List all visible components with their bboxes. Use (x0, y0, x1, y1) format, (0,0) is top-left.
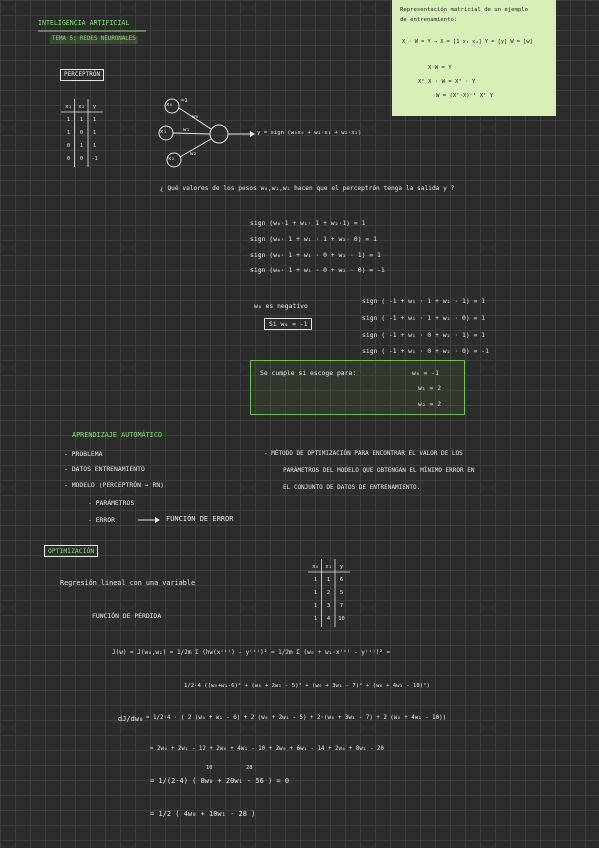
gradient-expanded: = 2w₀ + 2w₁ - 12 + 2w₀ + 4w₁ - 10 + 2w₀ + 6w₁ - 14 + 2w₀ + 8w₁ - 20 (150, 746, 384, 752)
x0-value-label: =1 (181, 98, 188, 104)
note-line-4: W = (Xᵀ·X)⁻¹ Xᵀ Y (436, 93, 494, 99)
table-cell: -1 (91, 155, 98, 162)
w0-negative-note: w₀ es negativo (254, 302, 308, 310)
table-cell: 1 (92, 129, 97, 136)
cost-function-expanded: 1/2·4 ((w₀+w₁-6)² + (w₀ + 2w₁ - 5)² + (w₀ + 3w₁ - 7)² + (w₀ + 4w₁ - 10)²) (184, 683, 430, 689)
table-cell: 6 (339, 576, 344, 583)
equation-4: sign (w₀· 1 + w₁ · 0 + w₂ · 0) = -1 (250, 266, 385, 274)
w0-choice-box: Si w₀ = -1 (264, 318, 312, 330)
equation-8: sign ( -1 + w₁ · 0 + w₂ · 0) = -1 (362, 347, 489, 355)
learning-title: APRENDIZAJE AUTOMÁTICO (72, 431, 163, 439)
table-cell: 0 (79, 155, 84, 162)
cost-function-formula: J(w) = J(w₀,w₁) = 1/2m Σ (hw(x⁽ⁱ⁾) - y⁽ⁱ⁾)² = 1/2m Σ (w₀ + w₁·x⁽ⁱ⁾ - y⁽ⁱ⁾)² = (112, 649, 391, 656)
learning-sub-item-2: - ERROR (88, 516, 115, 524)
table-cell: 1 (92, 116, 97, 123)
table-grid-lines (61, 99, 109, 171)
table-cell: 1 (313, 589, 318, 596)
learning-description-1: - MÉTODO DE OPTIMIZACIÓN PARA ENCONTRAR EL VALOR DE LOS (264, 450, 463, 457)
table-header: y (92, 103, 97, 110)
regression-label: Regresión lineal con una variable (60, 579, 196, 587)
table-header: x₂ (78, 103, 85, 110)
solution-text: Se cumple si escoge para: (260, 369, 357, 377)
gradient-lhs: dJ/dw₀ (118, 715, 144, 723)
topic-title: TEMA 5: REDES NEURONALES (52, 36, 136, 42)
table-cell: 4 (326, 615, 331, 622)
learning-sub-item-1: - PARÁMETROS (88, 499, 135, 507)
equation-1: sign (w₀·1 + w₁· 1 + w₂·1) = 1 (250, 219, 366, 227)
table-cell: 2 (326, 589, 331, 596)
perceptron-diagram (158, 96, 268, 176)
optimization-title: OPTIMIZACIÓN (44, 545, 98, 557)
matrix-note (392, 0, 556, 116)
loss-function-label: FUNCIÓN DE PÉRDIDA (92, 612, 162, 620)
node-x2: x₂ (168, 156, 175, 162)
note-title: Representación matricial de un ejemplo (400, 7, 528, 13)
table-cell: 1 (326, 576, 331, 583)
equation-2: sign (w₀· 1 + w₁ · 1 + w₂· 0) = 1 (250, 235, 377, 243)
table-header: y (339, 563, 344, 570)
table-header: x₁ (65, 103, 72, 110)
table-cell: 0 (79, 129, 84, 136)
arrow-icon (138, 517, 160, 523)
table-cell: 1 (79, 116, 84, 123)
table-header: x₀ (312, 563, 319, 570)
subject-title: INTELIGENCIA ARTIFICIAL (38, 19, 130, 27)
regression-table-lines (308, 559, 356, 631)
gradient-final: = 1/2 ( 4w₀ + 10w₁ - 28 ) (150, 810, 256, 818)
table-cell: 0 (66, 155, 71, 162)
solution-w2: w₂ = 2 (418, 400, 442, 408)
solution-w0: w₀ = -1 (412, 369, 439, 377)
table-cell: 7 (339, 602, 344, 609)
error-function-label: FUNCIÓN DE ERROR (166, 515, 234, 523)
table-cell: 3 (326, 602, 331, 609)
node-x0: x₀ (166, 102, 173, 108)
solution-w1: w₁ = 2 (418, 384, 442, 392)
table-cell: 1 (313, 615, 318, 622)
table-cell: 1 (66, 129, 71, 136)
table-cell: 1 (313, 576, 318, 583)
equation-6: sign ( -1 + w₁ · 1 + w₂ · 0) = 1 (362, 314, 486, 322)
learning-item-1: - PROBLEMA (64, 450, 103, 458)
table-cell: 1 (313, 602, 318, 609)
weight-w0: w₀ (192, 114, 199, 120)
table-cell: 10 (338, 615, 345, 622)
weight-w1: w₁ (183, 127, 190, 133)
subject-underline (38, 29, 148, 33)
weight-w2: w₂ (190, 151, 197, 157)
node-x1: x₁ (160, 129, 167, 135)
note-line-3: Xᵀ X · W = Xᵀ · Y (418, 79, 476, 85)
perceptron-title: PERCEPTRÓN (60, 69, 104, 81)
equation-5: sign ( -1 + w₁ · 1 + w₂ · 1) = 1 (362, 297, 486, 305)
gradient-expression: = 1/2·4 · ( 2 (w₀ + w₁ - 6) + 2 (w₀ + 2w₁ - 5) + 2·(w₀ + 3w₁ - 7) + 2 (w₀ + 4w₁ - 10)) (146, 715, 447, 721)
table-cell: 5 (339, 589, 344, 596)
output-formula: y = sign (w₀x₀ + w₁·x₁ + w₂·x₂) (257, 130, 362, 136)
table-cell: 1 (79, 142, 84, 149)
gradient-simplified: = 1/(2·4) ( 8w₀ + 20w₁ - 56 ) = 0 (150, 777, 290, 785)
table-cell: 1 (66, 116, 71, 123)
note-line-1: X · W = Y → X = [1 x₁ x₂] Y = [y] W = [w] (402, 39, 533, 45)
note-line-2: X·W = Y (428, 65, 452, 71)
table-cell: 1 (92, 142, 97, 149)
learning-item-2: - DATOS ENTRENAMIENTO (64, 465, 145, 473)
note-title-2: de entrenamiento: (400, 17, 458, 23)
table-header: x₁ (325, 563, 332, 570)
equation-3: sign (w₀· 1 + w₁ · 0 + w₂ · 1) = 1 (250, 251, 381, 259)
overlay-number-28: 28 (246, 765, 253, 771)
perceptron-question: ¿ Qué valores de los pesos w₀,w₁,w₂ hacen que el perceptrón tenga la salida y ? (160, 185, 455, 192)
learning-description-3: EL CONJUNTO DE DATOS DE ENTRENAMIENTO. (283, 484, 421, 491)
learning-description-2: PARÁMETROS DEL MODELO QUE OBTENGAN EL MÍNIMO ERROR EN (283, 467, 475, 474)
overlay-number-10: 10 (206, 765, 213, 771)
learning-item-3: - MODELO (PERCEPTRÓN → RN) (64, 481, 165, 489)
equation-7: sign ( -1 + w₁ · 0 + w₂ · 1) = 1 (362, 331, 486, 339)
table-cell: 0 (66, 142, 71, 149)
